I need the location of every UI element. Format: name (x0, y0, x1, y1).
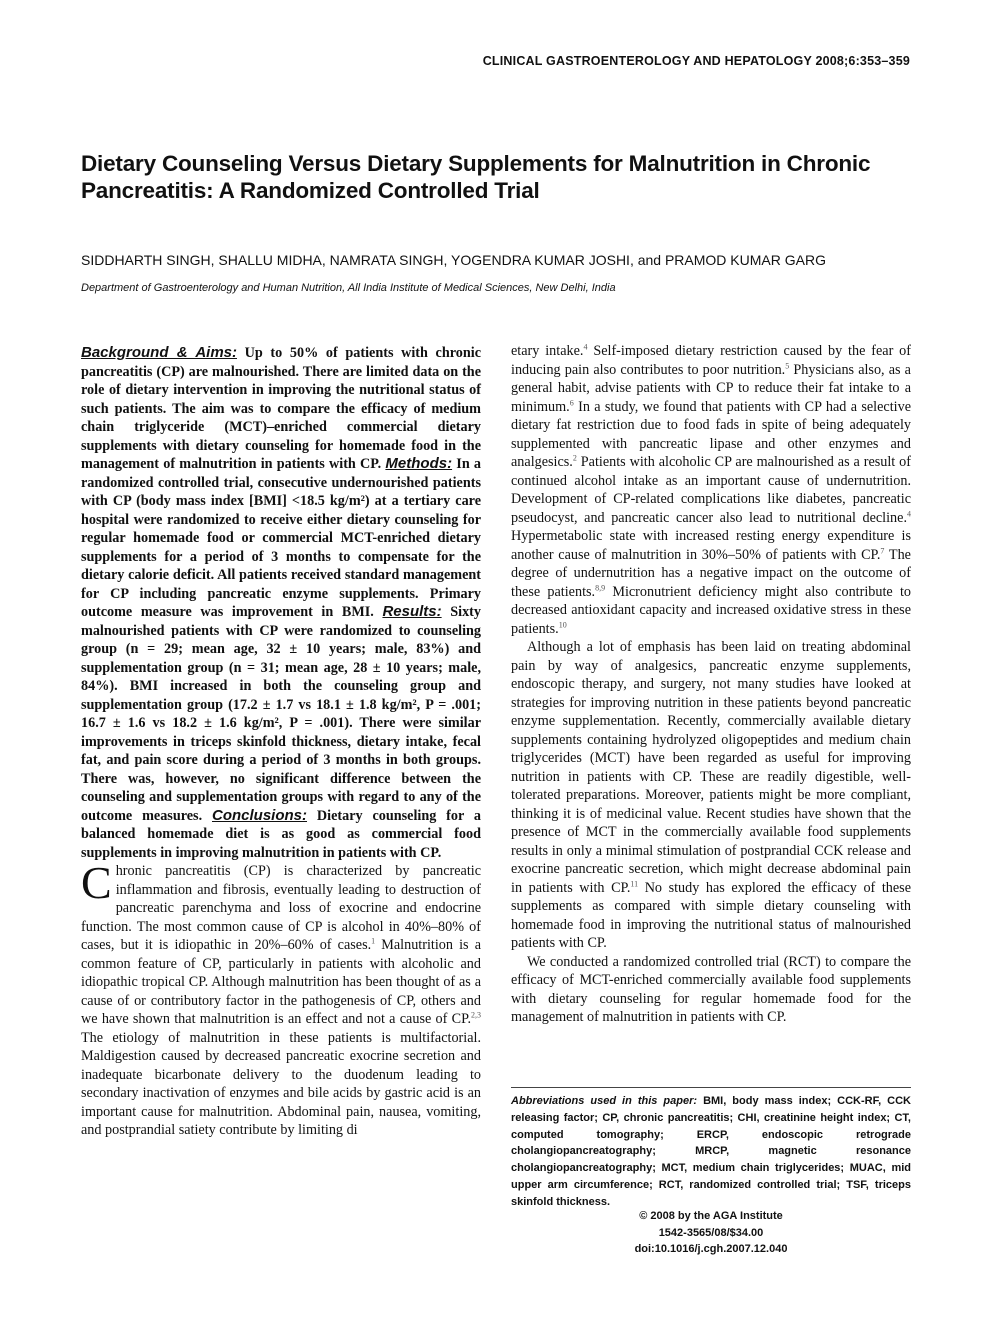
body-paragraph-3: We conducted a randomized controlled trial (RCT) to compare the efficacy of MCT-enriched commercially available food supplements with dietary counseling for regular homemade food for the management of malnutrition in patients with CP. (511, 953, 911, 1025)
intro-paragraph (81, 857, 481, 1140)
body-text: No study has explored the efficacy of these supplements as compared with simple dietary counseling with homemade food in improving the nutritional status of malnourished patients with CP. (511, 879, 911, 951)
conclusions-text: Dietary counseling for a balanced homemade diet is as good as commercial food supplements in improving malnutrition in patients with CP. (81, 807, 482, 861)
affiliation: Department of Gastroenterology and Human Nutrition, All India Institute of Medical Sciences, New Delhi, India (81, 282, 616, 294)
citation-ref[interactable]: 6 (569, 397, 574, 407)
body-paragraph-2 (511, 638, 911, 953)
footnote-divider (511, 1087, 911, 1088)
issn-price: 1542-3565/08/$34.00 (658, 1226, 764, 1239)
copyright-block (511, 1208, 911, 1258)
abstract (81, 344, 481, 862)
methods-text: In a randomized controlled trial, consecutive undernourished patients with CP (body mass index [BMI] <18.5 kg/m²) at a tertiary care hospital were randomized to receive either dietary counseling for regular homemade food or commercial MCT-enriched dietary supplements for a period of 3 months to compensate for the dietary calorie deficit. All patients received standard management for CP including pancreatic enzyme supplements. Primary outcome measure was improvement in BMI. (81, 456, 482, 620)
body-text: Physicians also, as a general habit, advise patients with CP to reduce their fat intake to a minimum. (511, 361, 911, 415)
background-label: Background & Aims: (81, 344, 237, 361)
citation-ref[interactable]: 2 (572, 453, 577, 463)
left-column (81, 344, 481, 1140)
body-paragraph-1 (511, 342, 911, 638)
intro-text-3: The etiology of malnutrition in these patients is multifactorial. Maldigestion caused by decreased pancreatic exocrine secretion and inadequate bicarbonate delivery to the duodenum leading to secondary inactivation of enzymes and bile acids by gastric acid is an important cause for malnutrition. Abdominal pain, nausea, vomiting, and postprandial satiety contribute by limiting di (81, 1029, 481, 1138)
citation-ref[interactable]: 4 (907, 508, 911, 518)
citation-ref[interactable]: 7 (880, 545, 885, 555)
results-text: Sixty malnourished patients with CP were randomized to counseling group (n = 29; mean age, 32 ± 10 years; male, 83%) and supplementation group (n = 31; mean age, 28 ± 10 years; male, 84%). BMI increased in both the counseling group and supplementation group (17.2 ± 1.7 vs 18.1 ± 1.8 kg/m², P = .001; 16.7 ± 1.6 vs 18.2 ± 1.6 kg/m², P = .001). There were similar improvements in triceps skinfold thickness, dietary intake, fecal fat, and pain score during a period of 3 months in both groups. There was, however, no significant difference between the counseling and supplementation groups with regard to any of the outcome measures. (81, 604, 481, 824)
results-label: Results: (382, 603, 442, 620)
body-text: Although a lot of emphasis has been laid on treating abdominal pain by way of analgesics, pancreatic enzyme supplements, endoscopic therapy, and surgery, not many studies have looked at strategies for improving nutrition in these patients beyond pancreatic enzyme supplementation. Recently, commercially available dietary supplements containing hydrolyzed oligopeptides and medium chain triglycerides (MCT) have been regarded as useful for improving nutrition in patients with CP. These are readily digestible, well-tolerated preparations. Moreover, patients might be more compliant, thinking it is of medicinal value. Recent studies have shown that the presence of MCT in the commercially available food supplements results in only a minimal stimulation of postprandial CCK release and exocrine pancreatic secretion, which might decrease abdominal pain in patients with CP. (511, 639, 911, 896)
abbreviations-label: Abbreviations used in this paper: (511, 1095, 698, 1107)
citation-ref[interactable]: 8,9 (595, 582, 606, 592)
body-text: Patients with alcoholic CP are malnourished as a result of continued alcohol intake as an important cause of undernutrition. Development of CP-related complications like diabetes, pancreatic pseudocyst, and pancreatic cancer also lead to nutritional decline. (511, 454, 911, 526)
citation-ref[interactable]: 1 (371, 936, 376, 946)
citation-ref[interactable]: 11 (630, 878, 639, 888)
body-text: etary intake. (511, 343, 584, 359)
abbreviations-text: BMI, body mass index; CCK-RF, CCK releasing factor; CP, chronic pancreatitis; CHI, creatinine height index; CT, computed tomography; ERCP, endoscopic retrograde cholangiopancreatography; MRCP, magnetic resonance cholangiopancreatography; MCT, medium chain triglycerides; MUAC, mid upper arm circumference; RCT, randomized controlled trial; TSF, triceps skinfold thickness. (511, 1095, 911, 1208)
citation-ref[interactable]: 2,3 (471, 1010, 481, 1020)
background-text: Up to 50% of patients with chronic pancreatitis (CP) are malnourished. There are limited data on the role of dietary intervention in improving the nutritional status of such patients. The aim was to compare the efficacy of medium chain triglyceride (MCT)–enriched commercial dietary supplements with dietary counseling for homemade food in the management of malnutrition in patients with CP. (81, 345, 482, 472)
body-text: In a study, we found that patients with CP had a selective dietary fat restriction due to food fads in spite of being adequately supplemented with pancreatic lipase and other enzymes and analgesics. (511, 398, 911, 470)
article-title: Dietary Counseling Versus Dietary Supplements for Malnutrition in Chronic Pancreatitis: A Randomized Controlled Trial (81, 151, 871, 203)
journal-header: CLINICAL GASTROENTEROLOGY AND HEPATOLOGY 2008;6:353–359 (482, 54, 910, 68)
doi[interactable]: doi:10.1016/j.cgh.2007.12.040 (634, 1243, 788, 1255)
body-text: Self-imposed dietary restriction caused by the fear of inducing pain also contributes to poor nutrition. (511, 343, 911, 378)
citation-ref[interactable]: 5 (785, 360, 790, 370)
conclusions-label: Conclusions: (212, 806, 308, 824)
citation-ref[interactable]: 10 (558, 619, 567, 629)
citation-ref[interactable]: 4 (583, 342, 588, 352)
methods-label: Methods: (385, 455, 453, 472)
intro-text-1: hronic pancreatitis (CP) is characterized by pancreatic inflammation and fibrosis, eventually leading to destruction of pancreatic parenchyma and loss of exocrine and endocrine function. The most common cause of CP is alcohol in 40%–80% of cases, but it is idiopathic in 20%–60% of cases. (81, 863, 481, 953)
body-text: The degree of undernutrition has a negative impact on the outcome of these patients. (511, 546, 911, 600)
body-text: Hypermetabolic state with increased resting energy expenditure is another cause of malnutrition in 30%–50% of patients with CP. (511, 528, 911, 563)
copyright-line: © 2008 by the AGA Institute (639, 1210, 783, 1222)
author-list: SIDDHARTH SINGH, SHALLU MIDHA, NAMRATA SINGH, YOGENDRA KUMAR JOSHI, and PRAMOD KUMAR GARG (81, 252, 826, 268)
body-text: Micronutrient deficiency might also contribute to decreased antioxidant capacity and increased oxidative stress in these patients. (511, 583, 911, 637)
drop-cap: C (81, 857, 112, 908)
abbreviations-footnote (511, 1093, 911, 1211)
intro-text-2: Malnutrition is a common feature of CP, particularly in patients with alcoholic and idiopathic tropical CP. Although malnutrition has been thought of as a cause of or contributory factor in the pathogenesis of CP, others and we have shown that malnutrition is an effect and not a cause of CP. (81, 937, 481, 1027)
right-column (511, 342, 911, 1027)
